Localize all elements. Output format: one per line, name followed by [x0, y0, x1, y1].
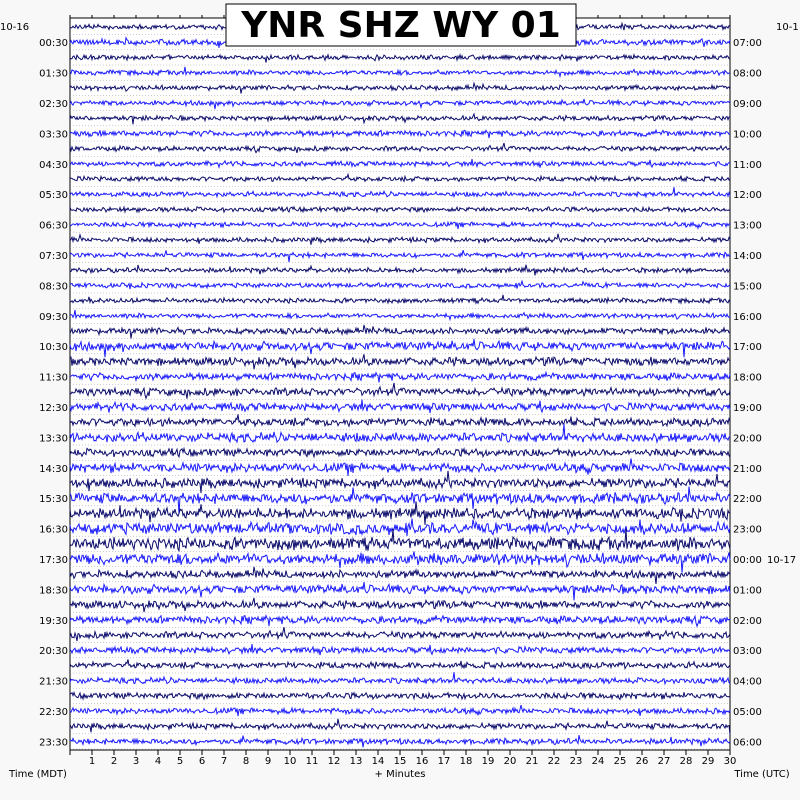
right-time-label: 12:00 [733, 190, 762, 202]
x-tick-label: 4 [154, 756, 162, 767]
right-time-label: 20:00 [733, 433, 762, 445]
left-time-label: 19:30 [39, 615, 68, 627]
x-tick-label: 7 [220, 756, 228, 767]
left-time-label: 17:30 [39, 555, 68, 566]
x-tick-label: 11 [305, 756, 319, 767]
right-time-label: 02:00 [733, 615, 762, 627]
left-date-label: 10-16 [0, 22, 30, 33]
left-time-label: 05:30 [39, 190, 68, 202]
x-tick-label: 2 [110, 756, 118, 767]
x-tick-label: 24 [591, 756, 605, 767]
x-tick-label: 23 [569, 756, 583, 767]
x-tick-label: 15 [393, 756, 407, 767]
x-tick-label: 26 [635, 756, 649, 767]
left-time-label: 16:30 [39, 524, 68, 536]
left-time-label: 12:30 [39, 403, 68, 414]
right-time-label: 07:00 [733, 38, 762, 50]
right-time-label: 11:00 [733, 159, 762, 171]
x-tick-label: 13 [349, 756, 363, 767]
x-tick-label: 3 [132, 756, 140, 767]
right-time-label: 05:00 [733, 707, 762, 718]
right-time-label: 00:00 [733, 555, 762, 566]
x-tick-label: 27 [657, 756, 671, 767]
left-time-label: 23:30 [39, 737, 68, 749]
x-tick-label: 22 [547, 756, 561, 767]
right-date-label: 10-1 [776, 22, 799, 33]
x-tick-label: 10 [283, 756, 297, 767]
x-tick-label: 12 [327, 756, 341, 767]
right-time-label: 19:00 [733, 403, 762, 414]
x-tick-label: 16 [415, 756, 429, 767]
x-tick-label: 9 [264, 756, 272, 767]
right-time-label: 08:00 [733, 68, 762, 80]
left-time-label: 15:30 [39, 494, 68, 506]
left-time-label: 08:30 [39, 281, 68, 293]
left-time-label: 02:30 [39, 99, 68, 110]
x-tick-label: 25 [613, 756, 627, 767]
right-time-label: 22:00 [733, 494, 762, 506]
right-time-label: 01:00 [733, 585, 762, 597]
x-tick-label: 19 [481, 756, 495, 767]
right-time-label: 14:00 [733, 251, 762, 262]
left-time-label: 06:30 [39, 220, 68, 232]
left-time-label: 10:30 [39, 342, 68, 354]
left-time-label: 22:30 [39, 707, 68, 718]
right-time-label: 06:00 [733, 737, 762, 749]
x-tick-label: 20 [503, 756, 517, 767]
right-time-label: 15:00 [733, 281, 762, 293]
left-time-label: 01:30 [39, 68, 68, 80]
right-time-label: 23:00 [733, 524, 762, 536]
left-time-label: 11:30 [39, 372, 68, 384]
left-time-label: 07:30 [39, 251, 68, 262]
x-tick-label: 17 [437, 756, 451, 767]
left-time-label: 14:30 [39, 463, 68, 475]
x-tick-label: 29 [701, 756, 715, 767]
chart-title: YNR SHZ WY 01 [241, 5, 561, 46]
x-axis-title: + Minutes [374, 769, 426, 780]
x-tick-label: 18 [459, 756, 473, 767]
left-time-label: 04:30 [39, 159, 68, 171]
right-time-label: 04:00 [733, 676, 762, 688]
x-tick-label: 6 [198, 756, 206, 767]
right-date-label-2: 10-17 [767, 555, 797, 566]
right-time-label: 21:00 [733, 463, 762, 475]
x-tick-label: 5 [176, 756, 184, 767]
right-time-label: 16:00 [733, 311, 762, 323]
x-tick-label: 30 [723, 756, 737, 767]
x-tick-label: 28 [679, 756, 693, 767]
left-time-label: 00:30 [39, 38, 68, 50]
left-time-label: 13:30 [39, 433, 68, 445]
left-time-label: 03:30 [39, 129, 68, 141]
left-time-label: 18:30 [39, 585, 68, 597]
x-tick-label: 8 [242, 756, 250, 767]
x-tick-label: 14 [371, 756, 385, 767]
left-axis-title: Time (MDT) [9, 769, 67, 780]
right-time-label: 17:00 [733, 342, 762, 354]
left-time-label: 20:30 [39, 646, 68, 658]
left-time-label: 21:30 [39, 676, 68, 688]
x-tick-label: 1 [88, 756, 96, 767]
right-time-label: 10:00 [733, 129, 762, 141]
left-time-label: 09:30 [39, 311, 68, 323]
x-tick-label: 21 [525, 756, 539, 767]
right-time-label: 18:00 [733, 372, 762, 384]
right-time-label: 09:00 [733, 99, 762, 110]
right-time-label: 03:00 [733, 646, 762, 658]
right-axis-title: Time (UTC) [734, 769, 790, 780]
right-time-label: 13:00 [733, 220, 762, 232]
